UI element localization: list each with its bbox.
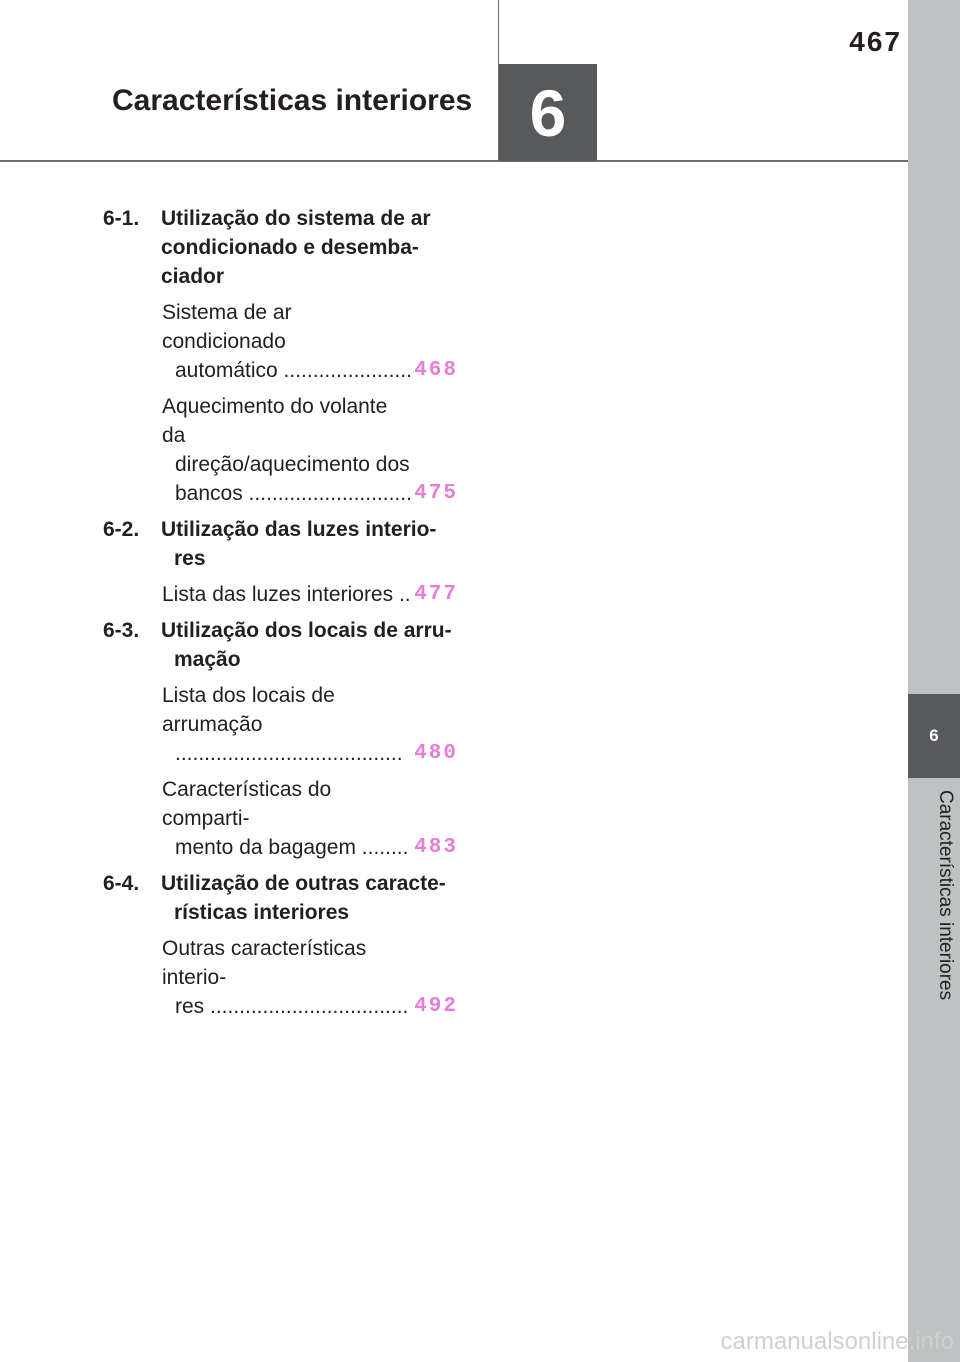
toc-entry-storage-list[interactable]: [162, 681, 458, 768]
toc-section-6-3[interactable]: [103, 616, 473, 674]
section-number: 6-2.: [103, 518, 140, 541]
entry-page-link[interactable]: 477: [414, 583, 458, 606]
entry-text: Sistema de ar condicionado automático ......................: [162, 301, 412, 382]
chapter-title: Características interiores: [112, 84, 473, 117]
entry-page-link[interactable]: 468: [414, 359, 458, 382]
section-number: 6-3.: [103, 619, 140, 642]
section-number: 6-1.: [103, 207, 140, 230]
entry-text: Lista dos locais de arrumação .......................................: [162, 684, 403, 765]
toc-section-6-1[interactable]: [103, 204, 473, 291]
toc-entry-luggage-compartment[interactable]: [162, 775, 458, 862]
entry-page-link[interactable]: 492: [414, 995, 458, 1018]
entry-page-link[interactable]: 480: [414, 742, 458, 765]
toc-entry-automatic-ac[interactable]: [162, 298, 458, 385]
toc-section-6-2[interactable]: [103, 515, 473, 573]
table-of-contents: [103, 204, 473, 1028]
section-number: 6-4.: [103, 872, 140, 895]
entry-text: Aquecimento do volante da direção/aquecimento dos bancos ............................: [162, 395, 412, 505]
side-tab-number[interactable]: 6: [908, 694, 960, 778]
entry-text: Características do comparti- mento da bagagem ........: [162, 778, 409, 859]
watermark: carmanualsonline.info: [720, 1328, 954, 1355]
section-title: Utilização dos locais de arru- mação: [161, 619, 452, 671]
header-divider-horizontal: [0, 160, 908, 162]
entry-text: Outras características interio- res ..................................: [162, 937, 409, 1018]
toc-section-6-4[interactable]: [103, 869, 473, 927]
entry-page-link[interactable]: 475: [414, 482, 458, 505]
side-tab-label: Características interiores: [935, 790, 956, 1001]
section-title: Utilização do sistema de ar condicionado e desemba- ciador: [161, 207, 431, 288]
chapter-number-box: 6: [499, 64, 597, 161]
toc-entry-interior-lights[interactable]: [162, 580, 458, 609]
entry-page-link[interactable]: 483: [414, 836, 458, 859]
toc-entry-other-interior-features[interactable]: [162, 934, 458, 1021]
side-tab: [908, 0, 960, 1362]
entry-text: Lista das luzes interiores ..: [162, 583, 411, 606]
section-title: Utilização de outras caracte- rísticas interiores: [161, 872, 446, 924]
section-title: Utilização das luzes interio- res: [161, 518, 437, 570]
page-number: 467: [849, 26, 902, 57]
toc-entry-heated-wheel-seats[interactable]: [162, 392, 458, 508]
